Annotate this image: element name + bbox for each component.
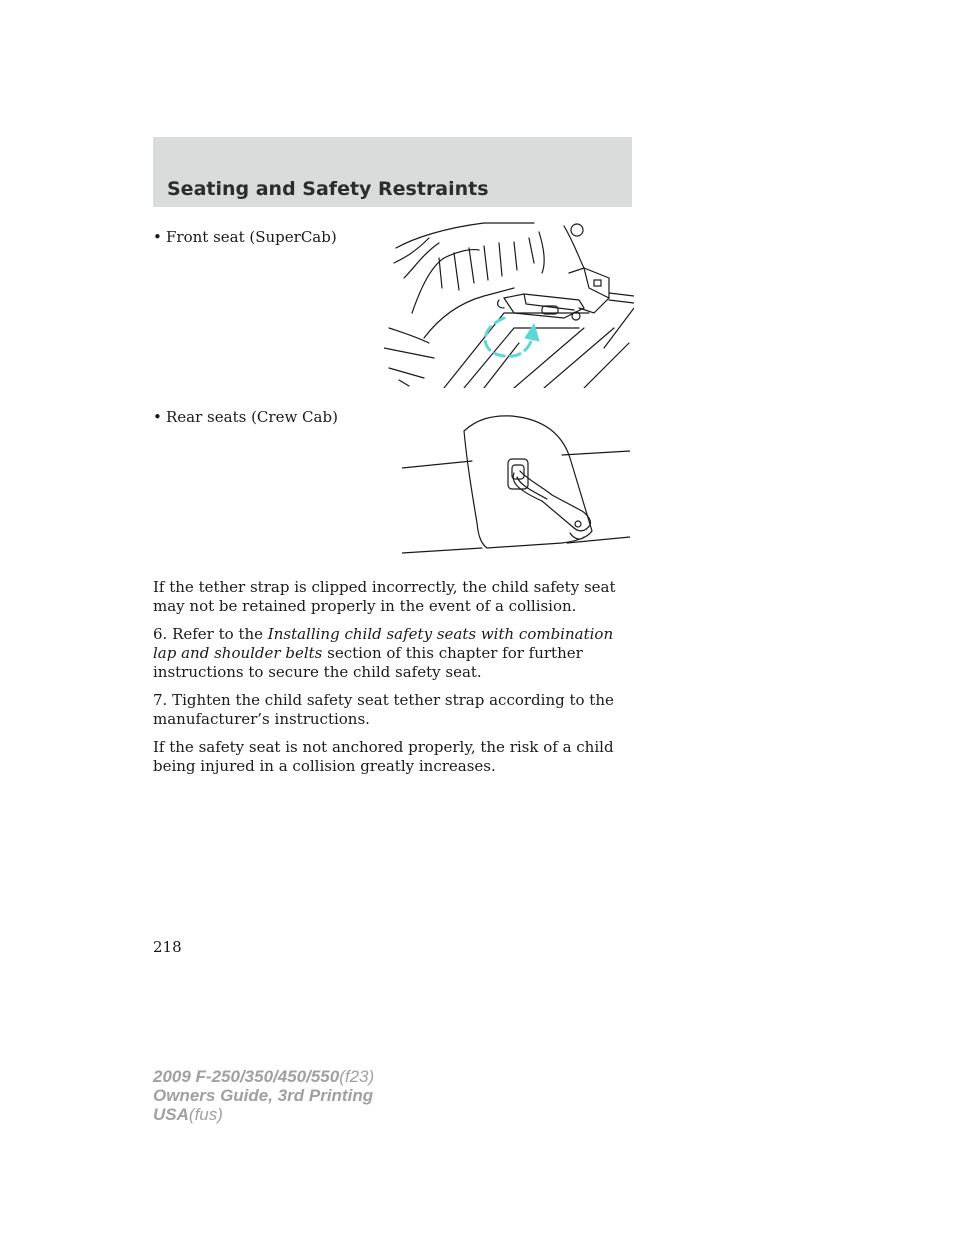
- paragraph-step-6: [153, 625, 631, 682]
- footer-region-code: (fus): [188, 1105, 223, 1124]
- bullet-label: Rear seats (Crew Cab): [166, 408, 338, 426]
- body-text: [153, 578, 631, 785]
- rear-seat-tether-illustration: [402, 413, 630, 556]
- section-title: Seating and Safety Restraints: [167, 178, 489, 200]
- paragraph-step-7: 7. Tighten the child safety seat tether strap according to the manufacturer’s instructions.: [153, 691, 614, 728]
- bullet-front-seat: [153, 228, 337, 246]
- footer-line-2: Owners Guide, 3rd Printing: [153, 1086, 374, 1105]
- page-number: 218: [153, 938, 182, 956]
- footer-line-1: [153, 1067, 374, 1086]
- step-6-suffix: section of this chapter for further instructions to secure the child safety seat.: [153, 644, 583, 681]
- footer-model: 2009 F-250/350/450/550: [153, 1067, 340, 1086]
- section-reference: Installing child safety seats with combination lap and shoulder belts: [153, 625, 614, 662]
- step-6-prefix: 6. Refer to the: [153, 625, 268, 643]
- footer-line-3: [153, 1105, 374, 1124]
- paragraph-anchor-warning: If the safety seat is not anchored properly, the risk of a child being injured in a collision greatly increases.: [153, 738, 614, 775]
- footer-region: USA: [153, 1105, 189, 1124]
- front-seat-tether-illustration: [384, 218, 634, 388]
- paragraph-clip-warning: If the tether strap is clipped incorrectly, the child safety seat may not be retained properly in the event of a collision.: [153, 578, 616, 615]
- footer-model-code: (f23): [339, 1067, 375, 1086]
- bullet-marker: •: [153, 408, 162, 426]
- bullet-label: Front seat (SuperCab): [166, 228, 337, 246]
- footer: [153, 1067, 374, 1124]
- bullet-marker: •: [153, 228, 162, 246]
- bullet-rear-seats: [153, 408, 338, 426]
